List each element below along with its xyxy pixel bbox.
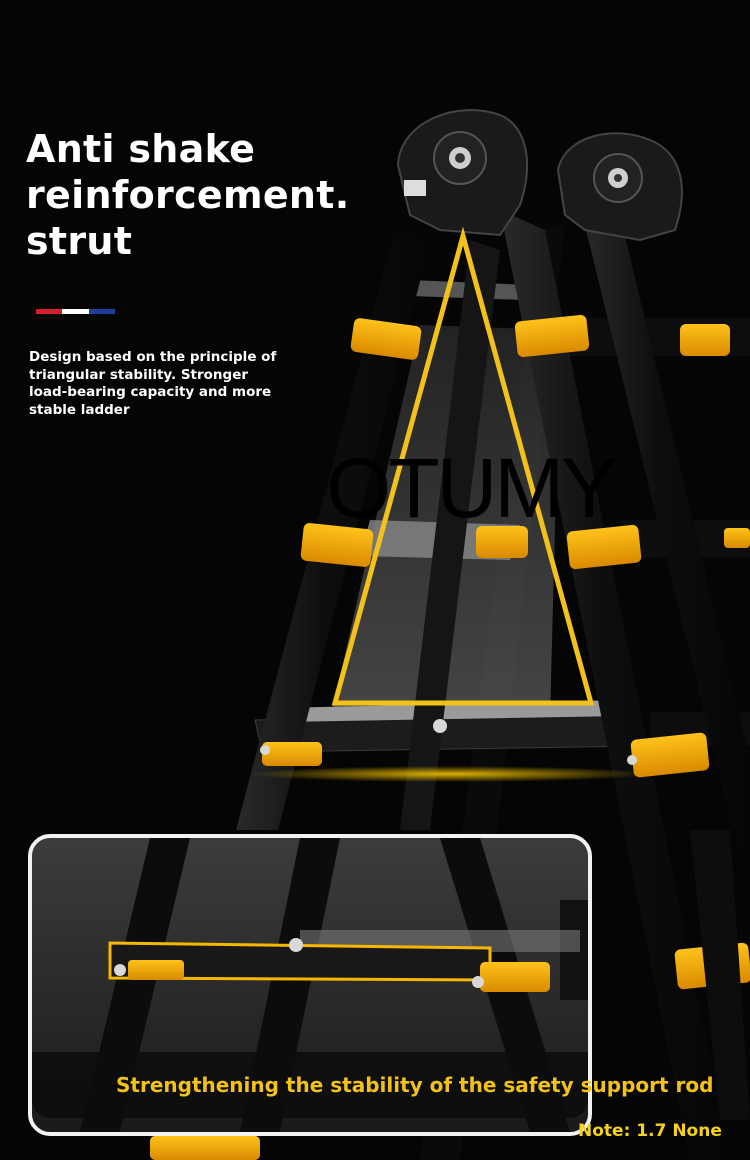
note-text: Note: 1.7 None (578, 1121, 722, 1141)
hinge-left (398, 110, 527, 235)
flag-stripe (36, 309, 115, 314)
bottom-step (150, 1136, 260, 1160)
description-line-1: Design based on the principle of (29, 349, 277, 365)
description-line-3: load-bearing capacity and more (29, 384, 272, 400)
headline-line-2: reinforcement. (26, 173, 350, 217)
description-line-4: stable ladder (29, 401, 130, 418)
headline-line-3: strut (26, 219, 133, 263)
flag-stripe-blue (89, 309, 115, 314)
flag-stripe-white (62, 309, 88, 314)
hinge-right (558, 133, 682, 240)
flag-stripe-red (36, 309, 62, 314)
description (29, 349, 279, 419)
headline (26, 126, 350, 264)
inset-caption: Strengthening the stability of the safety support rod (116, 1073, 714, 1097)
description-line-2: triangular stability. Stronger (29, 366, 249, 383)
headline-line-1: Anti shake (26, 127, 256, 171)
brand-watermark: OTUMY (326, 441, 615, 535)
